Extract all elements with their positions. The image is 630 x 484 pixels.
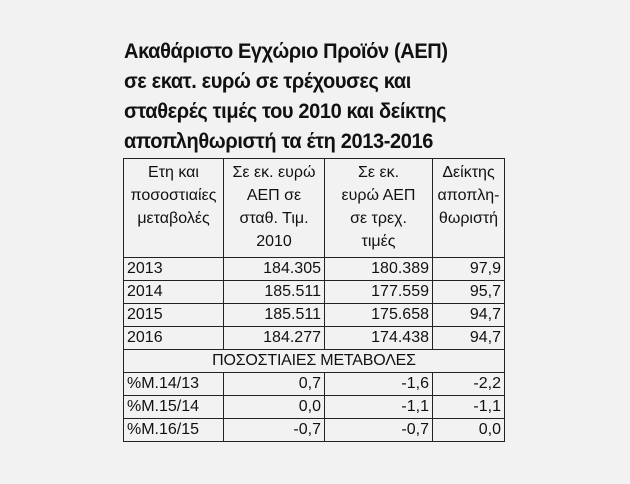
table-cell: 175.658	[325, 304, 433, 327]
section-row	[124, 350, 505, 373]
table-cell: -1,1	[325, 396, 433, 419]
chart-title	[124, 36, 515, 156]
row-label: %M.14/13	[124, 373, 224, 396]
row-label: %M.15/14	[124, 396, 224, 419]
table-cell: -2,2	[433, 373, 505, 396]
row-label: %M.16/15	[124, 419, 224, 442]
table-cell: 94,7	[433, 304, 505, 327]
table-cell: 0,0	[433, 419, 505, 442]
section-label: ΠΟΣΟΣΤΙΑΙΕΣ ΜΕΤΑΒΟΛΕΣ	[124, 350, 505, 373]
year-row	[124, 304, 505, 327]
row-label: 2014	[124, 281, 224, 304]
table-cell: 184.305	[224, 258, 325, 281]
column-header-line: ποσοστιαίες	[130, 187, 217, 204]
column-header-line: ευρώ ΑΕΠ	[341, 187, 416, 204]
year-row	[124, 258, 505, 281]
table-cell: -0,7	[325, 419, 433, 442]
column-header-2	[224, 159, 325, 258]
table-cell: -0,7	[224, 419, 325, 442]
column-header-line: Σε εκ. ευρώ	[232, 164, 316, 181]
header-row	[124, 159, 505, 258]
row-label: 2015	[124, 304, 224, 327]
table-cell: 184.277	[224, 327, 325, 350]
change-row	[124, 396, 505, 419]
title-line-3: σταθερές τιμές του 2010 και δείκτης	[124, 99, 447, 123]
table-cell: 174.438	[325, 327, 433, 350]
year-row	[124, 281, 505, 304]
table-cell: 185.511	[224, 304, 325, 327]
column-header-line: μεταβολές	[137, 210, 210, 227]
column-header-4	[433, 159, 505, 258]
table-cell: 0,0	[224, 396, 325, 419]
table-cell: 97,9	[433, 258, 505, 281]
column-header-3	[325, 159, 433, 258]
title-line-1: Ακαθάριστο Εγχώριο Προϊόν (ΑΕΠ)	[124, 39, 448, 63]
gdp-table	[123, 158, 505, 442]
column-header-line: τιμές	[361, 233, 396, 250]
column-header-line: Ετη και	[148, 164, 199, 181]
column-header-line: Δείκτης	[442, 164, 495, 181]
table-cell: 185.511	[224, 281, 325, 304]
year-row	[124, 327, 505, 350]
title-line-4: αποπληθωριστή τα έτη 2013-2016	[124, 129, 433, 153]
column-header-line: ΑΕΠ σε	[246, 187, 302, 204]
change-row	[124, 373, 505, 396]
column-header-line: θωριστή	[438, 210, 499, 227]
table-cell: -1,6	[325, 373, 433, 396]
table-cell: 94,7	[433, 327, 505, 350]
table-body	[124, 159, 505, 442]
column-header-line: σε τρεχ.	[350, 210, 407, 227]
table-cell: 0,7	[224, 373, 325, 396]
change-row	[124, 419, 505, 442]
table-cell: -1,1	[433, 396, 505, 419]
row-label: 2013	[124, 258, 224, 281]
column-header-line: 2010	[256, 233, 292, 250]
title-line-2: σε εκατ. ευρώ σε τρέχουσες και	[124, 69, 411, 93]
column-header-line: σταθ. Τιμ.	[239, 210, 309, 227]
column-header-line: αποπλη-	[437, 187, 500, 204]
table-cell: 177.559	[325, 281, 433, 304]
table-cell: 180.389	[325, 258, 433, 281]
column-header-1	[124, 159, 224, 258]
row-label: 2016	[124, 327, 224, 350]
table-cell: 95,7	[433, 281, 505, 304]
column-header-line: Σε εκ.	[357, 164, 400, 181]
